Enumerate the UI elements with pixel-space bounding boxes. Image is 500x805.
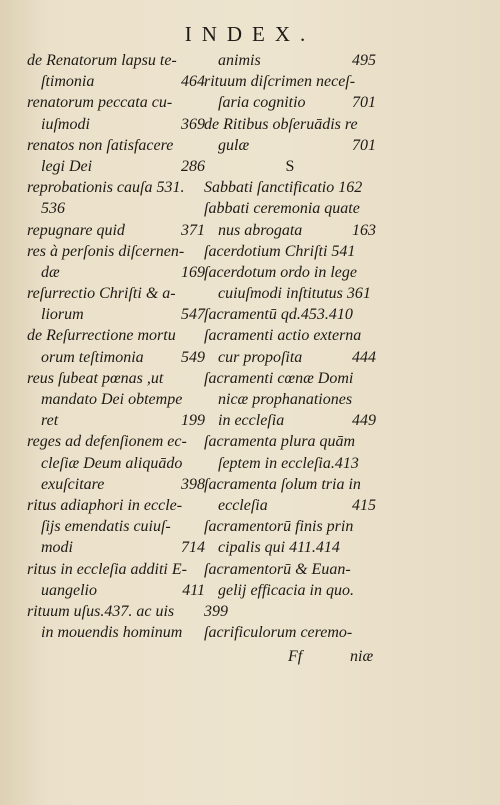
index-entry (204, 559, 376, 580)
index-entry (204, 304, 376, 325)
page-number: 701 (352, 136, 376, 154)
page-number: 398 (181, 475, 205, 493)
entry-text: ſacramentorū finis prin (204, 518, 354, 536)
entry-text: ſacramentū qd.453.410 (204, 306, 353, 324)
entry-text: gelij efficacia in quo. (218, 581, 354, 599)
catchword: niæ (350, 648, 374, 665)
index-entry (27, 516, 205, 537)
index-entry (204, 50, 376, 71)
page-number: 163 (352, 221, 376, 239)
page-number: 286 (181, 157, 205, 175)
index-entry (27, 92, 205, 113)
index-entry (204, 156, 376, 177)
entry-text: modi (41, 539, 73, 557)
entry-text: ſacramenti actio externa (204, 327, 362, 345)
page-number: 464 (181, 73, 205, 91)
entry-text: repugnare quid (27, 221, 125, 239)
index-entry (204, 474, 376, 495)
page-number: 169 (181, 263, 205, 281)
index-entry (27, 304, 205, 325)
entry-text: animis (218, 52, 261, 69)
index-entry (27, 198, 205, 219)
page-number: 714 (181, 539, 205, 557)
entry-text: renatorum peccata cu- (27, 94, 173, 112)
index-entry (204, 495, 376, 516)
entry-text: cur propoſita (218, 348, 303, 366)
index-entry (204, 453, 376, 474)
entry-text: reges ad defenſionem ec- (27, 433, 187, 451)
entry-text: ritus in eccleſia additi E- (27, 560, 187, 578)
entry-text: uangelio (41, 581, 97, 599)
entry-text: ſeptem in eccleſia.413 (218, 454, 359, 472)
page-number: 411 (182, 581, 205, 599)
entry-text: de Ritibus obſeruādis re (204, 115, 358, 133)
index-entry (204, 431, 376, 452)
index-entry (204, 71, 376, 92)
entry-text: rituum uſus.437. ac uis (27, 602, 175, 620)
page-number: 549 (181, 348, 205, 366)
entry-text: res à perſonis diſcernen- (27, 242, 185, 260)
index-entry (204, 262, 376, 283)
index-entry (204, 347, 376, 368)
index-entry (204, 410, 376, 431)
index-entry (27, 325, 205, 346)
index-entry (204, 368, 376, 389)
index-entry (204, 580, 376, 601)
signature-mark: Ff (288, 648, 303, 665)
index-entry (27, 410, 205, 431)
index-entry (204, 177, 376, 198)
entry-text: de Renatorum lapsu te- (27, 52, 177, 69)
index-right-column (204, 50, 376, 643)
index-entry (27, 50, 205, 71)
entry-text: eccleſia (218, 496, 268, 514)
entry-text: cuiuſmodi inſtitutus 361 (218, 285, 371, 303)
index-entry (204, 622, 376, 643)
entry-text: renatos non ſatisfacere (27, 136, 174, 154)
index-entry (27, 474, 205, 495)
entry-text: nicæ prophanationes (218, 391, 353, 408)
entry-text: S (285, 157, 295, 175)
index-entry (204, 601, 376, 622)
entry-text: liorum (41, 306, 84, 324)
entry-text: ſacramenta plura quām (204, 433, 356, 451)
index-entry (27, 368, 205, 389)
entry-text: ritus adiaphori in eccle- (27, 496, 183, 514)
index-entry (27, 601, 205, 622)
index-entry (27, 537, 205, 558)
page-header: INDEX. (184, 22, 316, 46)
index-entry (204, 114, 376, 135)
index-entry (27, 241, 205, 262)
index-entry (27, 559, 205, 580)
page-number: 495 (352, 52, 376, 69)
index-entry (27, 114, 205, 135)
entry-text: Sabbati ſanctificatio 162 (204, 179, 363, 197)
index-entry (204, 135, 376, 156)
index-entry (27, 71, 205, 92)
entry-text: legi Dei (41, 157, 93, 175)
entry-text: cipalis qui 411.414 (218, 539, 340, 557)
index-entry (27, 431, 205, 452)
index-entry (204, 198, 376, 219)
entry-text: cleſiæ Deum aliquādo (41, 454, 183, 472)
entry-text: nus abrogata (218, 221, 303, 239)
index-entry (204, 220, 376, 241)
index-entry (27, 495, 205, 516)
entry-text: in eccleſia (218, 412, 285, 430)
page-number: 369 (181, 115, 205, 133)
index-entry (27, 262, 205, 283)
entry-text: de Reſurrectione mortu (27, 327, 176, 345)
entry-text: ſacerdotum ordo in lege (204, 263, 358, 281)
entry-text: ſacerdotium Chriſti 541 (204, 242, 356, 260)
entry-text: dæ (41, 263, 60, 281)
page-number: 199 (181, 412, 205, 430)
page-number: 701 (352, 94, 376, 112)
index-entry (27, 389, 205, 410)
entry-text: orum teſtimonia (41, 348, 144, 366)
entry-text: ſijs emendatis cuiuſ- (41, 518, 171, 536)
entry-text: reſurrectio Chriſti & a- (27, 285, 176, 303)
index-entry (27, 177, 205, 198)
entry-text: ſabbati ceremonia quate (204, 200, 360, 218)
index-left-column (27, 50, 205, 643)
index-entry (27, 580, 205, 601)
entry-text: 399 (204, 602, 228, 620)
entry-text: in mouendis hominum (41, 624, 183, 642)
index-entry (204, 283, 376, 304)
entry-text: ſacramenti cœnæ Domi (204, 369, 354, 387)
entry-text: reus ſubeat pœnas ,ut (27, 369, 164, 387)
entry-text: ſacrificulorum ceremo- (204, 624, 353, 642)
entry-text: ſacramenta ſolum tria in (204, 475, 361, 493)
page-number: 444 (352, 348, 376, 366)
entry-text: gulæ (218, 136, 250, 154)
entry-text: ret (41, 412, 59, 430)
index-entry (204, 325, 376, 346)
entry-text: ſaria cognitio (218, 94, 306, 112)
page-number: 449 (352, 412, 376, 430)
entry-text: reprobationis cauſa 531. (27, 179, 185, 197)
index-entry (27, 135, 205, 156)
index-entry (27, 622, 205, 643)
entry-text: 536 (41, 200, 65, 218)
index-entry (204, 92, 376, 113)
index-entry (27, 283, 205, 304)
entry-text: ſtimonia (41, 73, 95, 91)
entry-text: ſacramentorū & Euan- (204, 560, 351, 578)
index-entry (27, 453, 205, 474)
index-entry (204, 537, 376, 558)
index-entry (204, 389, 376, 410)
entry-text: iuſmodi (41, 115, 90, 133)
entry-text: exuſcitare (41, 475, 105, 493)
index-entry (204, 516, 376, 537)
page-number: 371 (181, 221, 205, 239)
entry-text: mandato Dei obtempe (41, 391, 183, 408)
index-entry (27, 220, 205, 241)
index-entry (204, 241, 376, 262)
index-entry (27, 347, 205, 368)
entry-text: rituum diſcrimen neceſ- (204, 73, 356, 91)
page-number: 547 (181, 306, 205, 324)
index-entry (27, 156, 205, 177)
page-number: 415 (352, 496, 376, 514)
